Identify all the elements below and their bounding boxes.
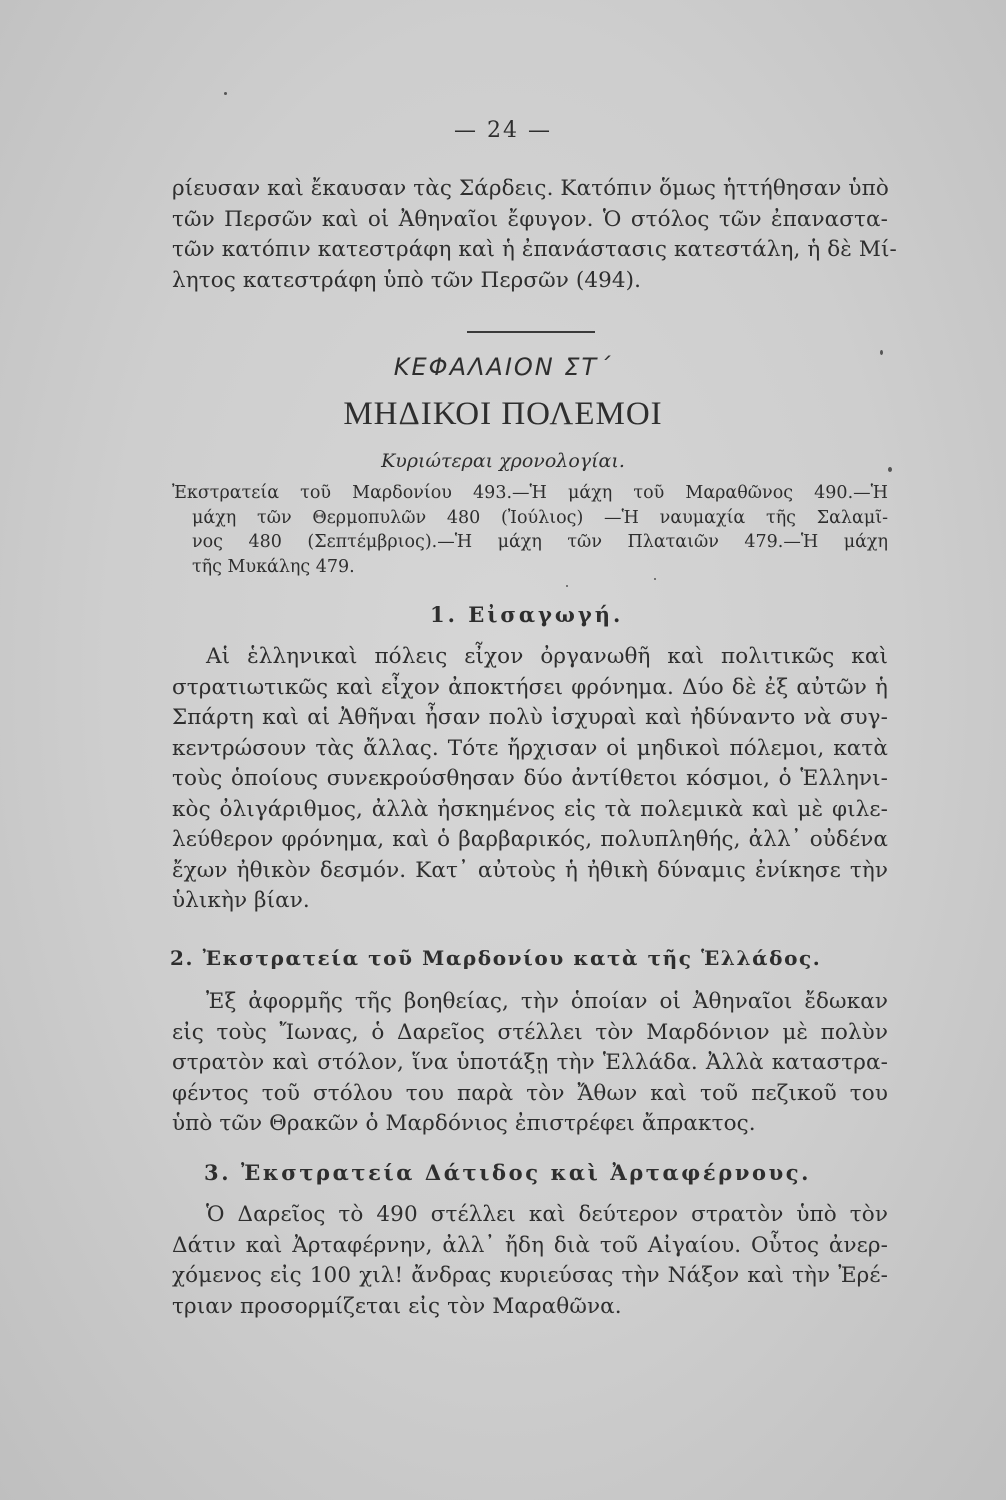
chronology-list — [172, 481, 888, 579]
text-line: τῶν κατόπιν κατεστράφη καὶ ἡ ἐπανάστασις κατεστάλη, ἡ δὲ Μί- — [172, 237, 897, 262]
chronology-line: μάχη τῶν Θερμοπυλῶν 480 (Ἰούλιος) —Ἡ ναυμαχία τῆς Σαλαμῖ- — [192, 507, 888, 528]
text-line: τριαν προσορμίζεται εἰς τὸν Μαραθῶνα. — [172, 1293, 622, 1319]
section-divider — [467, 331, 595, 333]
text-line: κὸς ὀλιγάριθμος, ἀλλὰ ἠσκημένος εἰς τὰ πολεμικὰ καὶ μὲ φιλε- — [172, 796, 888, 822]
text-line: ὑλικὴν βίαν. — [172, 888, 310, 913]
text-line: ρίευσαν καὶ ἔκαυσαν τὰς Σάρδεις. Κατόπιν ὅμως ἡττήθησαν ὑπὸ — [172, 176, 889, 201]
chronology-line: τῆς Μυκάλης 479. — [192, 556, 355, 577]
section-heading-mardonius: 2. Ἐκστρατεία τοῦ Μαρδονίου κατὰ τῆς Ἑλλάδος. — [170, 946, 822, 970]
section-paragraph-introduction — [172, 642, 888, 917]
intro-paragraph — [172, 174, 897, 296]
text-line: Σπάρτη καὶ αἱ Ἀθῆναι ἦσαν πολὺ ἰσχυραὶ καὶ ἠδύναντο νὰ συγ- — [172, 705, 888, 730]
page-number: — 24 — — [454, 118, 552, 143]
print-speck — [654, 578, 656, 580]
text-line: λητος κατεστράφη ὑπὸ τῶν Περσῶν (494). — [172, 267, 642, 293]
text-line: στρατὸν καὶ στόλον, ἵνα ὑποτάξῃ τὴν Ἑλλάδα. Ἀλλὰ καταστρα- — [172, 1050, 888, 1075]
print-speck — [566, 585, 568, 587]
section-paragraph-mardonius — [172, 987, 888, 1140]
chronology-line: νος 480 (Σεπτέμβριος).—Ἡ μάχη τῶν Πλαταιῶν 479.—Ἡ μάχη — [192, 532, 888, 552]
text-line: κεντρώσουν τὰς ἄλλας. Τότε ἤρχισαν οἱ μηδικοὶ πόλεμοι, κατὰ — [172, 735, 888, 761]
section-paragraph-datis-artaphernes — [172, 1200, 888, 1322]
print-speck — [224, 92, 227, 95]
text-line: Αἱ ἑλληνικαὶ πόλεις εἶχον ὀργανωθῆ καὶ πολιτικῶς καὶ — [206, 644, 888, 669]
text-line: λεύθερον φρόνημα, καὶ ὁ βαρβαρικός, πολυπληθής, ἀλλ᾽ οὐδένα — [172, 827, 888, 852]
chronology-subtitle: Κυριώτεραι χρονολογίαι. — [381, 450, 625, 472]
print-speck — [880, 350, 883, 355]
text-line: εἰς τοὺς Ἴωνας, ὁ Δαρεῖος στέλλει τὸν Μαρδόνιον μὲ πολὺν — [172, 1019, 888, 1045]
chapter-title: ΜΗΔΙΚΟΙ ΠΟΛΕΜΟΙ — [343, 396, 663, 432]
text-line: στρατιωτικῶς καὶ εἶχον ἀποκτήσει φρόνημα. Δύο δὲ ἐξ αὐτῶν ἡ — [172, 674, 888, 700]
section-heading-datis-artaphernes: 3. Ἐκστρατεία Δάτιδος καὶ Ἀρταφέρνους. — [204, 1160, 812, 1185]
text-line: Ὁ Δαρεῖος τὸ 490 στέλλει καὶ δεύτερον στρατὸν ὑπὸ τὸν — [206, 1202, 888, 1227]
text-line: τοὺς ὁποίους συνεκρούσθησαν δύο ἀντίθετοι κόσμοι, ὁ Ἑλληνι- — [172, 766, 888, 791]
text-line: ἔχων ἠθικὸν δεσμόν. Κατ᾽ αὐτοὺς ἡ ἠθικὴ δύναμις ἐνίκησε τὴν — [172, 857, 888, 883]
text-line: τῶν Περσῶν καὶ οἱ Ἀθηναῖοι ἔφυγον. Ὁ στόλος τῶν ἐπαναστα- — [172, 206, 888, 232]
section-heading-introduction: 1. Εἰσαγωγή. — [430, 602, 624, 627]
chronology-line: Ἐκστρατεία τοῦ Μαρδονίου 493.—Ἡ μάχη τοῦ Μαραθῶνος 490.—Ἡ — [172, 483, 888, 503]
chapter-label: ΚΕΦΑΛΑΙΟΝ ΣΤ΄ — [393, 353, 613, 381]
text-line: Δάτιν καὶ Ἀρταφέρνην, ἀλλ᾽ ἤδη διὰ τοῦ Αἰγαίου. Οὗτος ἀνερ- — [172, 1232, 888, 1258]
text-line: χόμενος εἰς 100 χιλ! ἄνδρας κυριεύσας τὴν Νάξον καὶ τὴν Ἐρέ- — [172, 1263, 888, 1288]
text-line: ὑπὸ τῶν Θρακῶν ὁ Μαρδόνιος ἐπιστρέφει ἄπρακτος. — [172, 1111, 756, 1136]
text-line: Ἐξ ἀφορμῆς τῆς βοηθείας, τὴν ὁποίαν οἱ Ἀθηναῖοι ἔδωκαν — [206, 989, 888, 1014]
print-speck — [888, 467, 892, 472]
text-line: φέντος τοῦ στόλου του παρὰ τὸν Ἄθων καὶ τοῦ πεζικοῦ του — [172, 1080, 888, 1106]
